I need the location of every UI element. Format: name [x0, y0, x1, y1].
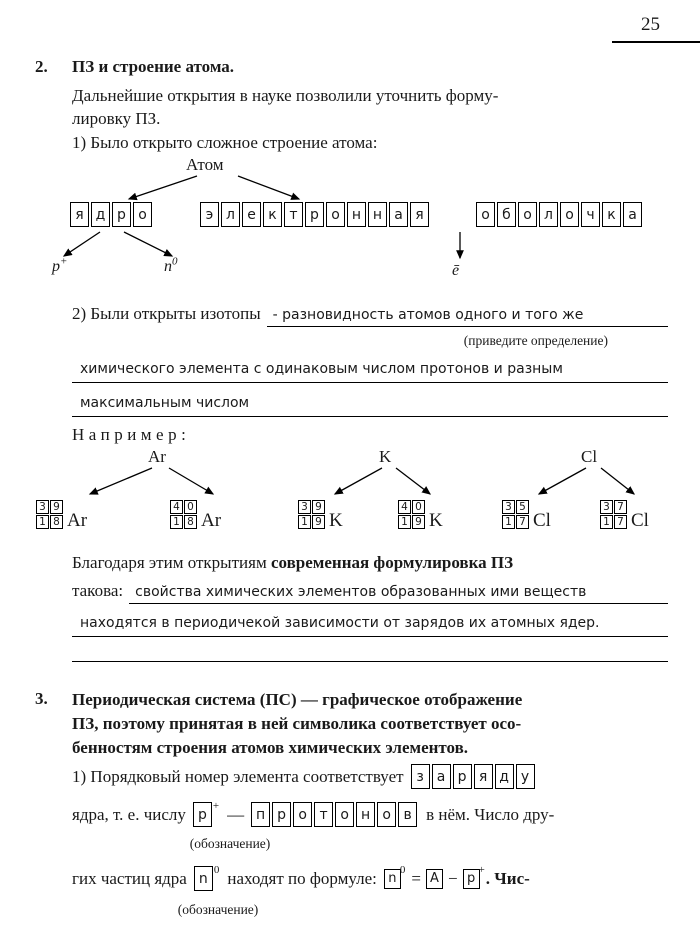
mass-number-boxes [36, 500, 64, 514]
char-box: н [356, 802, 375, 827]
char-box: к [263, 202, 282, 227]
element-symbol: Cl [631, 510, 649, 531]
intro-line-2: лировку ПЗ. [72, 109, 161, 128]
heading-line-3: бенностям строения атомов химических элементов. [72, 738, 469, 757]
char-box: э [200, 202, 219, 227]
answer-blank-5 [72, 612, 668, 637]
char-box: о [476, 202, 495, 227]
char-box: о [560, 202, 579, 227]
charge-number-boxes [298, 515, 326, 529]
char-box: о [293, 802, 312, 827]
char-box: 1 [36, 515, 49, 529]
char-box: 7 [516, 515, 529, 529]
s3-item-1 [72, 764, 537, 789]
electron-label: ē [452, 262, 460, 279]
parent-element-cl: Cl [581, 447, 598, 466]
example-label: Например: [72, 425, 191, 444]
parent-element-ar: Ar [148, 447, 166, 466]
mass-number-boxes [398, 500, 426, 514]
char-box: 9 [412, 515, 425, 529]
char-box: 0 [184, 500, 197, 514]
conclusion-tail: такова: [72, 581, 124, 600]
handwritten-answer-3: максимальным числом [80, 395, 250, 411]
char-box: б [497, 202, 516, 227]
char-box: р [305, 202, 324, 227]
char-box: з [411, 764, 430, 789]
char-box: н [368, 202, 387, 227]
char-box: я [410, 202, 429, 227]
definition-hint: (приведите определение) [463, 333, 608, 348]
char-box: я [70, 202, 89, 227]
answer-blank-3 [72, 392, 668, 417]
char-box: 3 [298, 500, 311, 514]
electronic-word-boxes [200, 202, 431, 227]
answer-blank-1 [267, 306, 668, 327]
heading-line-1: Периодическая система (ПС) — графическое отображение [72, 690, 523, 709]
isotope-numbers [298, 500, 326, 530]
neutron-label [164, 255, 178, 276]
char-box: е [242, 202, 261, 227]
charge-number-boxes [398, 515, 426, 529]
answer-blank-4 [129, 583, 668, 604]
item-2-text: 2) Были открыты изотопы [72, 304, 261, 323]
char-box: а [432, 764, 451, 789]
section-2-intro [72, 84, 672, 130]
proton-designation-box [193, 802, 220, 827]
conclusion-line-2 [72, 580, 668, 604]
isotope-numbers [502, 500, 530, 530]
conclusion-line-1 [72, 552, 668, 573]
conclusion-bold: современная формулировка ПЗ [270, 553, 514, 572]
section-3-number: 3. [35, 689, 48, 708]
char-box: ч [581, 202, 600, 227]
s3-item-3-tail: . Чис- [485, 868, 530, 888]
isotope-k-40 [398, 500, 443, 530]
isotope-cl-37 [600, 500, 649, 530]
char-box: о [133, 202, 152, 227]
char-box: р [453, 764, 472, 789]
shell-word-boxes [476, 202, 644, 227]
char-box: 7 [614, 515, 627, 529]
page-number: 25 [641, 14, 660, 35]
char-box: я [474, 764, 493, 789]
neutron-charge-sup: 0 [172, 255, 178, 268]
charge-number-boxes [170, 515, 198, 529]
char-box-n: n [194, 866, 213, 891]
neutron-designation-box [194, 866, 221, 891]
formula-p: p [463, 869, 480, 889]
element-symbol: Ar [67, 510, 88, 531]
char-box: 4 [170, 500, 183, 514]
char-box: о [335, 802, 354, 827]
char-box: 1 [170, 515, 183, 529]
char-box: л [539, 202, 558, 227]
section-2-number: 2. [35, 57, 48, 76]
item-1-text: 1) Было открыто сложное строение атома: [72, 133, 378, 152]
isotope-numbers [170, 500, 198, 530]
answer-blank-2 [72, 358, 668, 383]
char-box: р [112, 202, 131, 227]
char-box: 9 [312, 515, 325, 529]
atom-root-label: Атом [186, 155, 224, 174]
char-box: о [326, 202, 345, 227]
char-box: у [516, 764, 535, 789]
char-box: 1 [398, 515, 411, 529]
char-box: в [398, 802, 417, 827]
neutron-symbol: n [164, 258, 172, 275]
equals-sign: = [411, 868, 421, 888]
mass-number-boxes [502, 500, 530, 514]
element-symbol: K [329, 510, 343, 531]
char-box: д [495, 764, 514, 789]
element-symbol: Ar [201, 510, 222, 531]
char-box: 9 [312, 500, 325, 514]
charge-number-boxes [600, 515, 628, 529]
s3-item-3 [72, 866, 530, 891]
char-box: 8 [184, 515, 197, 529]
isotope-k-39 [298, 500, 343, 530]
formula-rhs-box [463, 864, 486, 889]
handwritten-answer-2: химического элемента с одинаковым числом протонов и разным [80, 361, 563, 377]
char-box: к [602, 202, 621, 227]
s3-item-2-pre: ядра, т. е. числу [72, 804, 186, 824]
char-box: 1 [298, 515, 311, 529]
charge-number-boxes [502, 515, 530, 529]
char-box: д [91, 202, 110, 227]
mass-number-boxes [600, 500, 628, 514]
zero-superscript: 0 [213, 864, 220, 877]
char-box: 4 [398, 500, 411, 514]
minus-sign: − [447, 868, 458, 888]
char-box: 1 [600, 515, 613, 529]
char-box: 3 [600, 500, 613, 514]
formula-lhs-box [384, 864, 407, 889]
char-box: 1 [502, 515, 515, 529]
char-box: 9 [50, 500, 63, 514]
conclusion-normal: Благодаря этим открытиям [72, 553, 267, 572]
mass-number-boxes [170, 500, 198, 514]
char-box: л [221, 202, 240, 227]
element-symbol: K [429, 510, 443, 531]
char-box: о [377, 802, 396, 827]
formula-n: n [384, 869, 401, 889]
mass-number-boxes [298, 500, 326, 514]
nucleus-word-boxes [70, 202, 154, 227]
isotopes-diagram [0, 446, 700, 548]
element-symbol: Cl [533, 510, 551, 531]
handwritten-answer-4: свойства химических элементов образованных ими веществ [135, 584, 587, 600]
isotope-ar-39 [36, 500, 87, 530]
page-number-rule [612, 41, 700, 43]
isotope-cl-35 [502, 500, 551, 530]
isotope-numbers [36, 500, 64, 530]
isotope-numbers [398, 500, 426, 530]
answer-blank-empty [72, 642, 668, 662]
proton-charge-sup: + [60, 255, 68, 268]
handwritten-answer-1: - разновидность атомов одного и того же [272, 307, 584, 323]
parent-element-k: K [379, 447, 392, 466]
char-box: о [518, 202, 537, 227]
char-box: п [251, 802, 270, 827]
char-box: а [623, 202, 642, 227]
formula-p-sup: + [478, 864, 485, 877]
char-box: т [314, 802, 333, 827]
s3-item-2 [72, 802, 554, 827]
isotope-numbers [600, 500, 628, 530]
answer-letter-boxes-zaryadu [411, 764, 537, 789]
section-3-heading [72, 688, 672, 760]
char-box: 7 [614, 500, 627, 514]
s3-item-3-pre: гих частиц ядра [72, 868, 187, 888]
formula-a-box: A [426, 869, 443, 889]
s3-item-1-text: 1) Порядковый номер элемента соответствует [72, 766, 404, 786]
dash: — [227, 804, 245, 824]
designation-hint-2: (обозначение) [177, 902, 259, 917]
handwritten-answer-5: находятся в периодичекой зависимости от зарядов их атомных ядер. [80, 615, 600, 631]
char-box: 8 [50, 515, 63, 529]
proton-symbol: p [52, 258, 60, 275]
char-box: н [347, 202, 366, 227]
proton-label [52, 255, 68, 276]
char-box: 5 [516, 500, 529, 514]
char-box: а [389, 202, 408, 227]
designation-hint-1: (обозначение) [189, 836, 271, 851]
answer-letter-boxes-protonov [251, 802, 419, 827]
heading-line-2: ПЗ, поэтому принятая в ней символика соответствует осо- [72, 714, 522, 733]
atom-structure-diagram [0, 152, 700, 294]
section-2-title: ПЗ и строение атома. [72, 57, 235, 76]
formula-n-sup: 0 [399, 864, 406, 877]
item-2-line [72, 303, 668, 327]
char-box: р [272, 802, 291, 827]
plus-superscript: + [212, 800, 220, 813]
intro-line-1: Дальнейшие открытия в науке позволили уточнить форму- [72, 86, 499, 105]
char-box: 3 [36, 500, 49, 514]
char-box: 0 [412, 500, 425, 514]
char-box: 3 [502, 500, 515, 514]
isotope-ar-40 [170, 500, 221, 530]
char-box-p: p [193, 802, 212, 827]
char-box: т [284, 202, 303, 227]
s3-item-3-mid: находят по формуле: [227, 868, 377, 888]
charge-number-boxes [36, 515, 64, 529]
s3-item-2-post: в нём. Число дру- [426, 804, 555, 824]
